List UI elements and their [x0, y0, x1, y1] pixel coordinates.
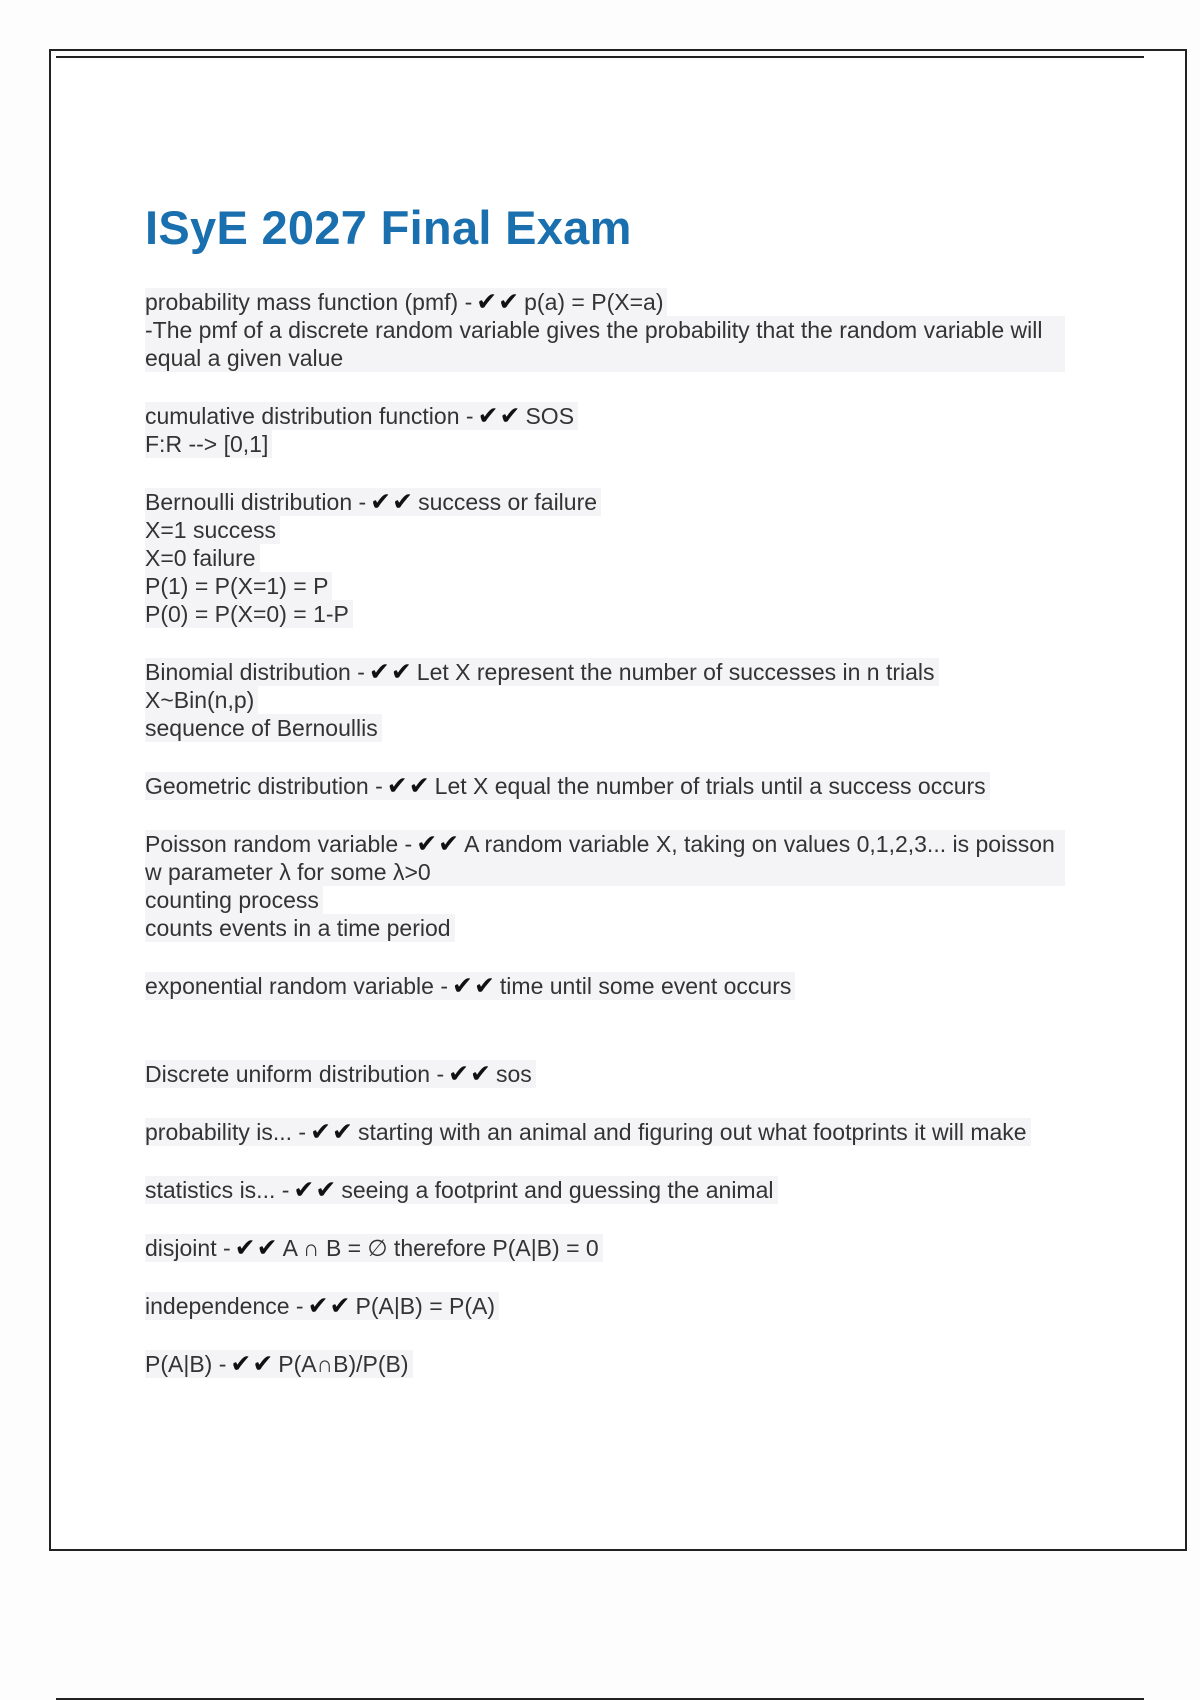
- checkmark-icon: ✔︎✔︎: [477, 402, 522, 430]
- flashcard-detail: X~Bin(n,p): [145, 686, 258, 714]
- flashcard-answer: sos: [496, 1061, 532, 1087]
- flashcard-detail: counts events in a time period: [145, 914, 455, 942]
- flashcard: [145, 402, 1065, 458]
- flashcard-question: [145, 1060, 536, 1088]
- flashcard-question: [145, 488, 601, 516]
- flashcard: [145, 772, 1065, 800]
- checkmark-icon: ✔︎✔︎: [416, 830, 461, 858]
- flashcard-detail: F:R --> [0,1]: [145, 430, 272, 458]
- flashcard-answer: A ∩ B = ∅ therefore P(A|B) = 0: [282, 1235, 599, 1261]
- flashcard: [145, 972, 1065, 1000]
- checkmark-icon: ✔︎✔︎: [452, 972, 496, 1000]
- flashcard-answer: success or failure: [418, 489, 598, 515]
- flashcard-question: [145, 1176, 778, 1204]
- flashcard-answer: Let X equal the number of trials until a success occurs: [434, 773, 986, 799]
- checkmark-icon: ✔︎✔︎: [310, 1118, 354, 1146]
- flashcard: [145, 288, 1065, 372]
- flashcard-question: [145, 288, 667, 316]
- flashcard-term: Geometric distribution -: [145, 773, 383, 799]
- flashcard: [145, 1060, 1065, 1088]
- flashcard-answer: P(A|B) = P(A): [355, 1293, 496, 1319]
- flashcard-question: [145, 772, 990, 800]
- flashcard-term: Binomial distribution -: [145, 659, 365, 685]
- checkmark-icon: ✔︎✔︎: [293, 1176, 338, 1204]
- flashcard-question: [145, 1350, 413, 1378]
- flashcard-question: [145, 658, 939, 686]
- flashcard-term: disjoint -: [145, 1235, 231, 1261]
- flashcard-answer: p(a) = P(X=a): [524, 289, 664, 315]
- flashcard-question: [145, 830, 1065, 886]
- flashcard-term: independence -: [145, 1293, 304, 1319]
- flashcard-term: P(A|B) -: [145, 1351, 227, 1377]
- flashcard-detail: counting process: [145, 886, 323, 914]
- flashcard: [145, 658, 1065, 742]
- checkmark-icon: ✔︎✔︎: [386, 772, 431, 800]
- flashcard-answer: time until some event occurs: [499, 973, 792, 999]
- flashcard: [145, 1292, 1065, 1320]
- flashcard-term: exponential random variable -: [145, 973, 449, 999]
- flashcard-term: Poisson random variable -: [145, 831, 413, 857]
- checkmark-icon: ✔︎✔︎: [476, 288, 521, 316]
- checkmark-icon: ✔︎✔︎: [448, 1060, 493, 1088]
- flashcard-term: Bernoulli distribution -: [145, 489, 367, 515]
- flashcard: [145, 1350, 1065, 1378]
- flashcard-term: Discrete uniform distribution -: [145, 1061, 445, 1087]
- flashcard-question: [145, 972, 795, 1000]
- flashcard-question: [145, 402, 578, 430]
- checkmark-icon: ✔︎✔︎: [234, 1234, 279, 1262]
- checkmark-icon: ✔︎✔︎: [307, 1292, 352, 1320]
- flashcard-answer: P(A∩B)/P(B): [278, 1351, 409, 1377]
- flashcard-detail: P(0) = P(X=0) = 1-P: [145, 600, 353, 628]
- top-rule: [56, 56, 1144, 58]
- flashcard-question: [145, 1118, 1031, 1146]
- flashcard-answer: SOS: [525, 403, 575, 429]
- flashcard: [145, 1234, 1065, 1262]
- document-body: [145, 200, 1065, 1378]
- flashcard-answer: seeing a footprint and guessing the animal: [341, 1177, 774, 1203]
- flashcard-term: cumulative distribution function -: [145, 403, 474, 429]
- flashcard-term: probability mass function (pmf) -: [145, 289, 473, 315]
- flashcard-detail: P(1) = P(X=1) = P: [145, 572, 332, 600]
- flashcard: [145, 1118, 1065, 1146]
- checkmark-icon: ✔︎✔︎: [370, 488, 415, 516]
- flashcard-answer: starting with an animal and figuring out what footprints it will make: [357, 1119, 1027, 1145]
- flashcard-answer: A random variable X, taking on values 0,1,2,3... is poisson w parameter λ for some λ>0: [145, 831, 1062, 885]
- flashcard-detail: sequence of Bernoullis: [145, 714, 382, 742]
- flashcard-term: probability is... -: [145, 1119, 307, 1145]
- flashcard-question: [145, 1292, 499, 1320]
- checkmark-icon: ✔︎✔︎: [230, 1350, 275, 1378]
- flashcard-answer: Let X represent the number of successes in n trials: [416, 659, 935, 685]
- flashcard: [145, 1176, 1065, 1204]
- flashcard-detail: X=1 success: [145, 516, 280, 544]
- checkmark-icon: ✔︎✔︎: [368, 658, 413, 686]
- flashcard: [145, 488, 1065, 628]
- document-title: ISyE 2027 Final Exam: [145, 201, 632, 254]
- flashcard-term: statistics is... -: [145, 1177, 290, 1203]
- flashcard: [145, 830, 1065, 942]
- flashcard-question: [145, 1234, 603, 1262]
- flashcard-detail: X=0 failure: [145, 544, 260, 572]
- flashcard-detail: -The pmf of a discrete random variable gives the probability that the random variable will equal a given value: [145, 316, 1065, 372]
